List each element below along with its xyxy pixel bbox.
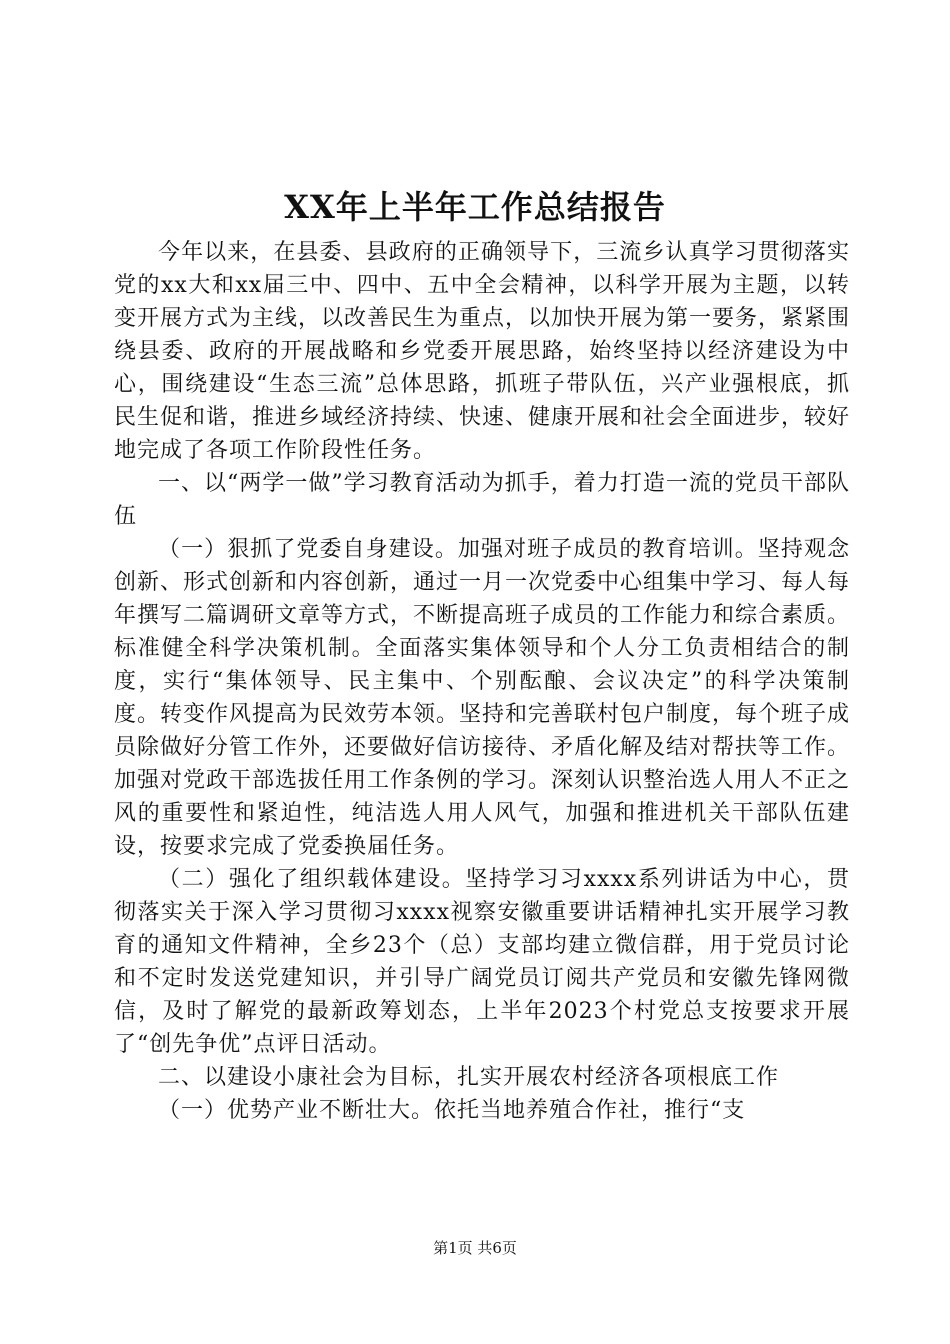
subsection-paragraph-1-1: （一）狠抓了党委自身建设。加强对班子成员的教育培训。坚持观念创新、形式创新和内容创新，通过一月一次党委中心组集中学习、每人每年撰写二篇调研文章等方式，不断提高班子成员的工作能力和综合素质。标准健全科学决策机制。全面落实集体领导和个人分工负责相结合的制度，实行“集体领导、民主集中、个别酝酿、会议决定”的科学决策制度。转变作风提高为民效劳本领。坚持和完善联村包户制度，每个班子成员除做好分管工作外，还要做好信访接待、矛盾化解及结对帮扶等工作。加强对党政干部选拔任用工作条例的学习。深刻认识整治选人用人不正之风的重要性和紧迫性，纯洁选人用人风气，加强和推进机关干部队伍建设，按要求完成了党委换届任务。 <box>114 537 851 859</box>
document-body <box>114 236 850 1127</box>
document-title: XX年上半年工作总结报告 <box>284 188 666 226</box>
section-heading-2: 二、以建设小康社会为目标，扎实开展农村经济各项根底工作 <box>158 1065 780 1090</box>
section-heading-1: 一、以“两学一做”学习教育活动为抓手，着力打造一流的党员干部队伍 <box>114 471 850 529</box>
page-number-footer: 第1页 共6页 <box>433 1239 517 1257</box>
subsection-paragraph-1-2: （二）强化了组织载体建设。坚持学习习xxxx系列讲话为中心，贯彻落实关于深入学习贯彻习xxxx视察安徽重要讲话精神扎实开展学习教育的通知文件精神，全乡23个（总）支部均建立微信群，用于党员讨论和不定时发送党建知识，并引导广阔党员订阅共产党员和安徽先锋网微信，及时了解党的最新政筹划态，上半年2023个村党总支按要求开展了“创先争优”点评日活动。 <box>114 867 850 1057</box>
intro-paragraph: 今年以来，在县委、县政府的正确领导下，三流乡认真学习贯彻落实党的xx大和xx届三中、四中、五中全会精神，以科学开展为主题，以转变开展方式为主线，以改善民生为重点，以加快开展为第一要务，紧紧围绕县委、政府的开展战略和乡党委开展思路，始终坚持以经济建设为中心，围绕建设“生态三流”总体思路，抓班子带队伍，兴产业强根底，抓民生促和谐，推进乡域经济持续、快速、健康开展和社会全面进步，较好地完成了各项工作阶段性任务。 <box>114 240 851 463</box>
subsection-paragraph-2-1: （一）优势产业不断壮大。依托当地养殖合作社，推行“支 <box>158 1098 746 1123</box>
